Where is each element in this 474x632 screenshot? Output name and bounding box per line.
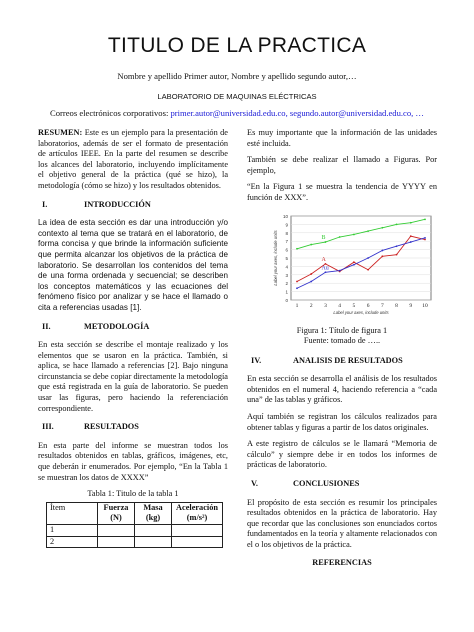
data-point [339,269,341,271]
data-table [46,502,223,548]
data-point [296,280,298,282]
series-label: A [321,256,326,263]
y-tick-label: 6 [285,247,288,253]
data-point [353,233,355,235]
section-title: INTRODUCCIÓN [84,199,151,209]
x-tick-label: 3 [324,302,327,309]
section-number: IV. [251,355,262,365]
x-tick-label: 10 [422,302,428,309]
x-tick-label: 6 [366,302,370,309]
table-caption: Tabla 1: Titulo de la tabla 1 [87,489,179,499]
x-tick-label: 7 [380,302,384,309]
table-header-cell: Aceleración (m/s²) [172,502,223,524]
data-point [353,261,355,263]
figure-example-paragraph: “En la Figura 1 se muestra la tendencia de YYYY en función de XXX”. [247,182,437,202]
table-row [47,536,223,548]
data-point [296,247,298,249]
section-heading-referencias [247,558,437,569]
table-header-cell: Fuerza (N) [98,502,135,524]
x-tick-label: 2 [309,302,313,309]
table-cell [135,525,172,537]
section-title: RESULTADOS [84,422,139,432]
section-title: METODOLOGÍA [84,321,150,331]
authors-line: Nombre y apellido Primer autor, Nombre y apellido segundo autor,… [117,71,357,81]
data-point [396,245,398,247]
figure-call-paragraph: También se debe realizar el llamado a Figuras. Por ejemplo, [247,155,437,175]
section-heading-resultados [38,422,228,433]
table-cell: 1 [47,525,98,537]
table-cell [172,525,223,537]
data-point [381,255,383,257]
y-tick-label: 10 [282,213,288,219]
y-tick-label: 4 [285,263,288,269]
table-row [47,525,223,537]
section-heading-analisis [247,356,437,367]
section-heading-conclusiones [247,479,437,490]
x-tick-label: 5 [352,302,356,309]
data-point [367,230,369,232]
y-tick-label: 7 [285,238,288,244]
emails-value[interactable]: primer.autor@universidad.edu.co, segundo.autor@universidad.edu.co, … [170,108,425,118]
abstract [38,128,228,192]
data-point [410,221,412,223]
x-tick-label: 4 [338,302,342,309]
table-cell [98,536,135,548]
abstract-label: RESUMEN: [38,128,83,137]
data-point [381,249,383,251]
figure-1 [247,210,437,324]
emails-label: Correos electrónicos corporativos: [49,108,169,118]
data-point [367,268,369,270]
data-point [353,263,355,265]
y-axis-label: Label your axes, include units [273,229,278,286]
figure-source: Fuente: tomado de ….. [303,335,381,345]
section-heading-introduccion [38,200,228,211]
x-tick-label: 1 [295,302,299,309]
resultados-paragraph: En esta parte del informe se muestran todos los resultados obtenidos en tablas, gráficos, imágenes, etc, que deberán ir enumerados. Por ejemplo, “En la Tabla 1 se muestran los datos de XXXX” [38,440,228,482]
table-header-cell: Masa (kg) [135,502,172,524]
table-cell [98,525,135,537]
data-point [325,271,327,273]
section-title: REFERENCIAS [312,558,372,568]
data-point [310,280,312,282]
data-point [424,237,426,239]
y-tick-label: 0 [285,297,288,303]
data-point [325,241,327,243]
data-point [339,236,341,238]
data-point [381,226,383,228]
table-cell [135,536,172,548]
analisis-paragraph-3: A este registro de cálculos se le llamará “Memoria de cálculo” y siempre debe ir en todos los informes de prácticas de laboratorio. [247,439,437,470]
data-point [296,287,298,289]
table-cell [172,536,223,548]
section-heading-metodologia [38,322,228,333]
data-point [310,273,312,275]
data-point [410,241,412,243]
intro-paragraph: La idea de esta sección es dar una introducción y/o contexto al tema que se tratará en el laboratorio, de forma concisa y que brinde la información suficiente que permita alcanzar los objetivos de la práctica de laboratorio. Se desarrollan los contenidos del tema de una forma ordenada y secuencial; se describen los conceptos matemáticos y las ecuaciones del fenómeno físico por analizar y se hace el llamado o cita a referencias usadas [1]. [38,218,228,312]
data-point [367,257,369,259]
data-point [310,243,312,245]
table-header-row [47,502,223,524]
lab-name: LABORATORIO DE MAQUINAS ELÉCTRICAS [157,92,317,101]
table-cell: 2 [47,536,98,548]
section-number: I. [42,199,48,209]
conclusiones-paragraph: El propósito de esta sección es resumir los principales resultados obtenidos en la práctica de laboratorio. Hay que recordar que las conclusiones son enunciados cortos fundamentados en la teoría y altamente relacionados con el o los objetivos de la práctica. [247,497,437,549]
x-tick-label: 9 [409,302,413,309]
data-point [396,253,398,255]
data-point [424,238,426,240]
x-axis-label: Label your axes, include units [333,309,389,315]
y-tick-label: 5 [285,255,288,261]
left-column [38,128,228,548]
table-header-cell: Ítem [47,502,98,524]
section-title: ANALISIS DE RESULTADOS [293,355,403,365]
analisis-paragraph-2: Aquí también se registran los cálculos realizados para obtener tablas y figuras a partir de los datos originales. [247,411,437,432]
data-point [396,223,398,225]
units-paragraph: Es muy importante que la información de las unidades esté incluida. [247,128,437,148]
analisis-paragraph-1: En esta sección se desarrolla el análisis de los resultados obtenidos en el numeral 4, haciendo referencia a “cada una” de las tablas y gráficos. [247,374,437,405]
series-label: B [321,234,326,241]
section-title: CONCLUSIONES [293,478,360,488]
y-tick-label: 3 [285,272,288,278]
abstract-text: Este es un ejemplo para la presentación de laboratorios, además de ser el formato de presentación de artículos IEEE. En la parte del resumen se describe los alcances del laboratorio, incluyendo implícitamente el objetivo general de la práctica (qué se hizo), la metodología (cómo se hizo) y los resultados obtenidos. [38,128,228,190]
metodologia-paragraph: En esta sección se describe el montaje realizado y los elementos que se usaron en la práctica. También, si aplica, se hace llamado a referencias [2]. Bajo ninguna circunstancia se debe copiar directamente la metodología que está registrada en la guía de laboratorio. Se pueden usar las figuras, pero haciendo la referenciación correspondiente. [38,340,228,413]
series-label: Au [321,264,329,271]
right-column [247,128,437,577]
paper-title: TITULO DE LA PRACTICA [107,34,367,57]
figure-chart [247,210,437,324]
y-tick-label: 8 [285,230,288,236]
section-number: III. [42,422,54,432]
y-tick-label: 2 [285,280,288,286]
data-point [424,218,426,220]
section-number: II. [42,321,51,331]
emails-line [0,108,474,118]
y-tick-label: 1 [285,289,288,295]
x-tick-label: 8 [395,302,398,309]
y-tick-label: 9 [285,221,288,227]
section-number: V. [251,478,258,488]
data-point [410,235,412,237]
figure-caption: Figura 1: Título de figura 1 [296,325,388,335]
